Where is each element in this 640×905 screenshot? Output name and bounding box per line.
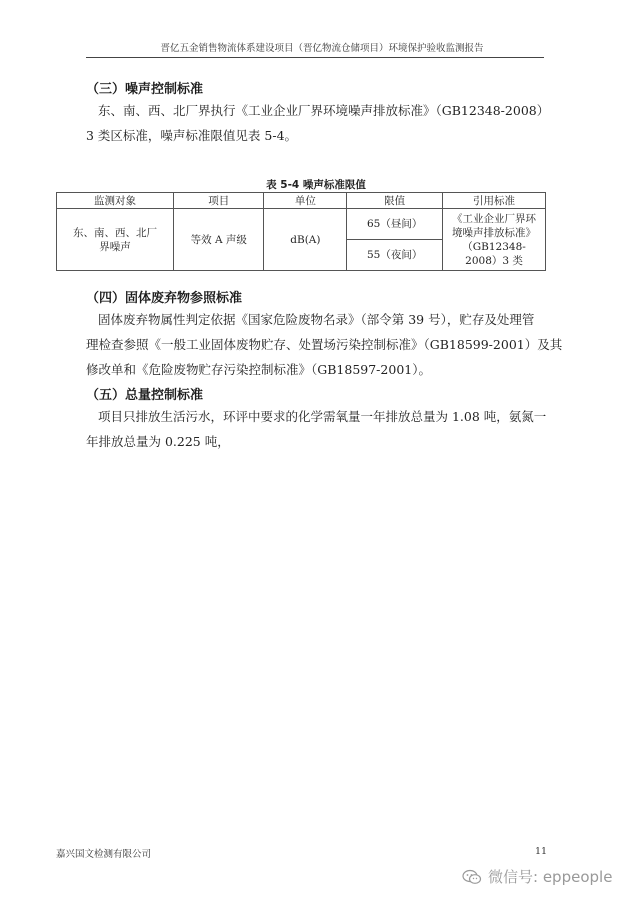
table-row bbox=[57, 209, 546, 240]
section4-heading: （四）固体废弃物参照标准 bbox=[86, 291, 243, 306]
noise-limit-table bbox=[56, 192, 546, 271]
page-number: 11 bbox=[535, 846, 548, 857]
watermark-text: 微信号: eppeople bbox=[488, 868, 613, 886]
col-header-item: 项目 bbox=[174, 193, 264, 209]
section3-heading: （三）噪声控制标准 bbox=[86, 82, 204, 97]
section5-heading: （五）总量控制标准 bbox=[86, 388, 204, 403]
section4-paragraph bbox=[86, 307, 563, 382]
page-header: 晋亿五金销售物流体系建设项目（晋亿物流仓储项目）环境保护验收监测报告 bbox=[160, 43, 484, 54]
cell-limit-night: 55（夜间） bbox=[347, 240, 443, 271]
section4-line: 修改单和《危险废物贮存污染控制标准》（GB18597-2001）。 bbox=[86, 362, 431, 377]
section3-line: 东、南、西、北厂界执行《工业企业厂界环境噪声排放标准》（GB12348-2008） bbox=[98, 103, 550, 118]
section5-paragraph bbox=[86, 404, 546, 454]
col-header-limit: 限值 bbox=[347, 193, 443, 209]
section4-line: 理检查参照《一般工业固体废物贮存、处置场污染控制标准》（GB18599-2001）及其 bbox=[86, 337, 563, 352]
section3-paragraph bbox=[86, 98, 550, 148]
table-caption: 表 5-4 噪声标准限值 bbox=[266, 179, 366, 191]
section3-line: 3 类区标准，噪声标准限值见表 5-4。 bbox=[86, 128, 298, 143]
cell-standard: 《工业企业厂界环境噪声排放标准》（GB12348-2008）3 类 bbox=[443, 209, 546, 271]
footer-company: 嘉兴国文检测有限公司 bbox=[56, 849, 152, 860]
wechat-icon bbox=[462, 869, 482, 885]
cell-object: 东、南、西、北厂界噪声 bbox=[57, 209, 174, 271]
wechat-watermark bbox=[462, 866, 612, 887]
cell-unit: dB(A) bbox=[264, 209, 347, 271]
col-header-standard: 引用标准 bbox=[443, 193, 546, 209]
section5-line: 项目只排放生活污水，环评中要求的化学需氧量一年排放总量为 1.08 吨，氨氮一 bbox=[98, 409, 547, 424]
section5-line: 年排放总量为 0.225 吨， bbox=[86, 434, 230, 449]
col-header-unit: 单位 bbox=[264, 193, 347, 209]
section4-line: 固体废弃物属性判定依据《国家危险废物名录》（部令第 39 号），贮存及处理管 bbox=[98, 312, 535, 327]
cell-item: 等效 A 声级 bbox=[174, 209, 264, 271]
cell-limit-day: 65（昼间） bbox=[347, 209, 443, 240]
col-header-object: 监测对象 bbox=[57, 193, 174, 209]
header-divider bbox=[86, 57, 544, 58]
table-header-row bbox=[57, 193, 546, 209]
